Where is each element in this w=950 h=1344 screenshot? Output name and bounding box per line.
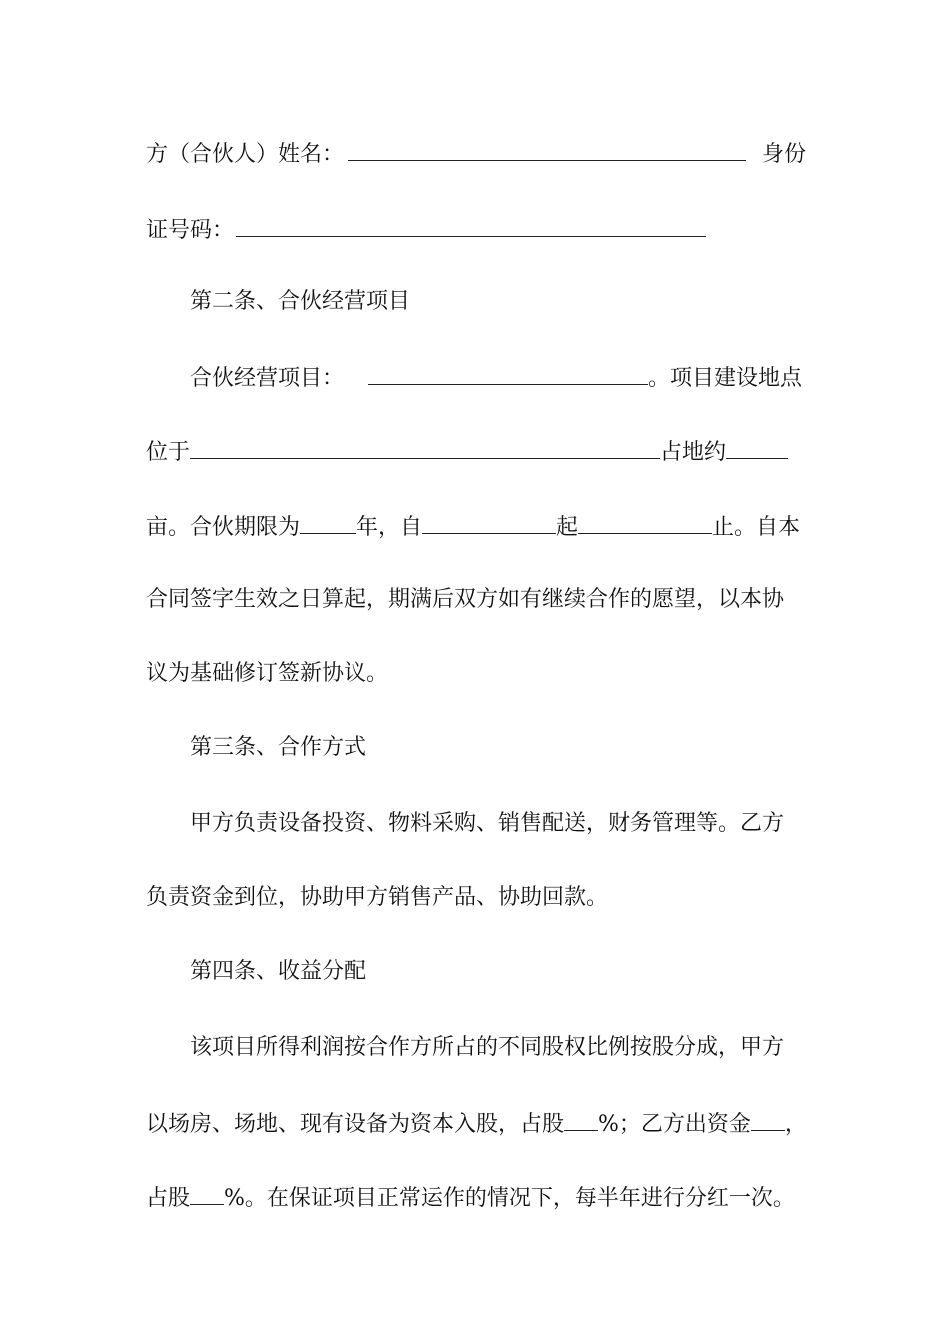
project-label: 合伙经营项目： bbox=[190, 366, 345, 391]
share-b-blank[interactable] bbox=[190, 1176, 224, 1205]
area-label: 占地约 bbox=[660, 440, 727, 465]
id-number-blank[interactable] bbox=[236, 208, 706, 237]
text-line: 合同签字生效之日算起，期满后双方如有继续合作的愿望，以本协 bbox=[146, 587, 785, 612]
paragraph-line bbox=[146, 878, 806, 918]
project-name-blank[interactable] bbox=[368, 356, 648, 385]
paragraph-line bbox=[146, 1028, 850, 1068]
share-text-b: %；乙方出资金 bbox=[598, 1112, 751, 1137]
from-label: 年，自 bbox=[356, 515, 423, 540]
paragraph-line bbox=[146, 580, 806, 620]
share-a-blank[interactable] bbox=[564, 1102, 598, 1131]
share-line-2 bbox=[146, 1176, 806, 1216]
id-label-part2: 证号码： bbox=[146, 218, 235, 243]
share-text-d: 占股 bbox=[146, 1186, 191, 1211]
paragraph-line bbox=[146, 804, 850, 844]
share-line bbox=[146, 1102, 806, 1142]
article-2-title: 第二条、合伙经营项目 bbox=[190, 289, 411, 314]
text-line: 该项目所得利润按合作方所占的不同股权比例按股分成，甲方 bbox=[190, 1035, 785, 1060]
article-3-title: 第三条、合作方式 bbox=[190, 735, 367, 760]
project-line bbox=[146, 356, 850, 396]
id-label-part1: 身份 bbox=[762, 142, 807, 167]
until-label: 止。自本 bbox=[712, 515, 801, 540]
term-label: 亩。合伙期限为 bbox=[146, 515, 301, 540]
text-line: 议为基础修订签新协议。 bbox=[146, 661, 389, 686]
location-label: 。项目建设地点 bbox=[648, 366, 803, 391]
located-at-label: 位于 bbox=[146, 440, 191, 465]
location-blank[interactable] bbox=[190, 430, 660, 459]
start-date-blank[interactable] bbox=[422, 505, 556, 534]
location-line bbox=[146, 430, 806, 470]
years-blank[interactable] bbox=[300, 505, 356, 534]
partner-name-label: 方（合伙人）姓名： bbox=[146, 142, 345, 167]
share-text-c: ， bbox=[784, 1112, 807, 1137]
term-line bbox=[146, 505, 806, 545]
capital-b-blank[interactable] bbox=[751, 1102, 785, 1131]
article-3-heading bbox=[146, 728, 850, 768]
share-text-a: 以场房、场地、现有设备为资本入股，占股 bbox=[146, 1112, 565, 1137]
to-label: 起 bbox=[556, 515, 579, 540]
article-4-title: 第四条、收益分配 bbox=[190, 959, 367, 984]
partner-name-line bbox=[146, 132, 806, 172]
partner-name-blank[interactable] bbox=[348, 132, 746, 161]
article-2-heading bbox=[146, 282, 850, 322]
text-line: 甲方负责设备投资、物料采购、销售配送，财务管理等。乙方 bbox=[190, 811, 785, 836]
paragraph-line bbox=[146, 654, 806, 694]
end-date-blank[interactable] bbox=[578, 505, 712, 534]
article-4-heading bbox=[146, 952, 850, 992]
text-line: 负责资金到位，协助甲方销售产品、协助回款。 bbox=[146, 885, 609, 910]
area-blank[interactable] bbox=[726, 430, 788, 459]
id-number-line bbox=[146, 208, 806, 248]
share-text-e: %。在保证项目正常运作的情况下，每半年进行分红一次。 bbox=[224, 1186, 795, 1211]
